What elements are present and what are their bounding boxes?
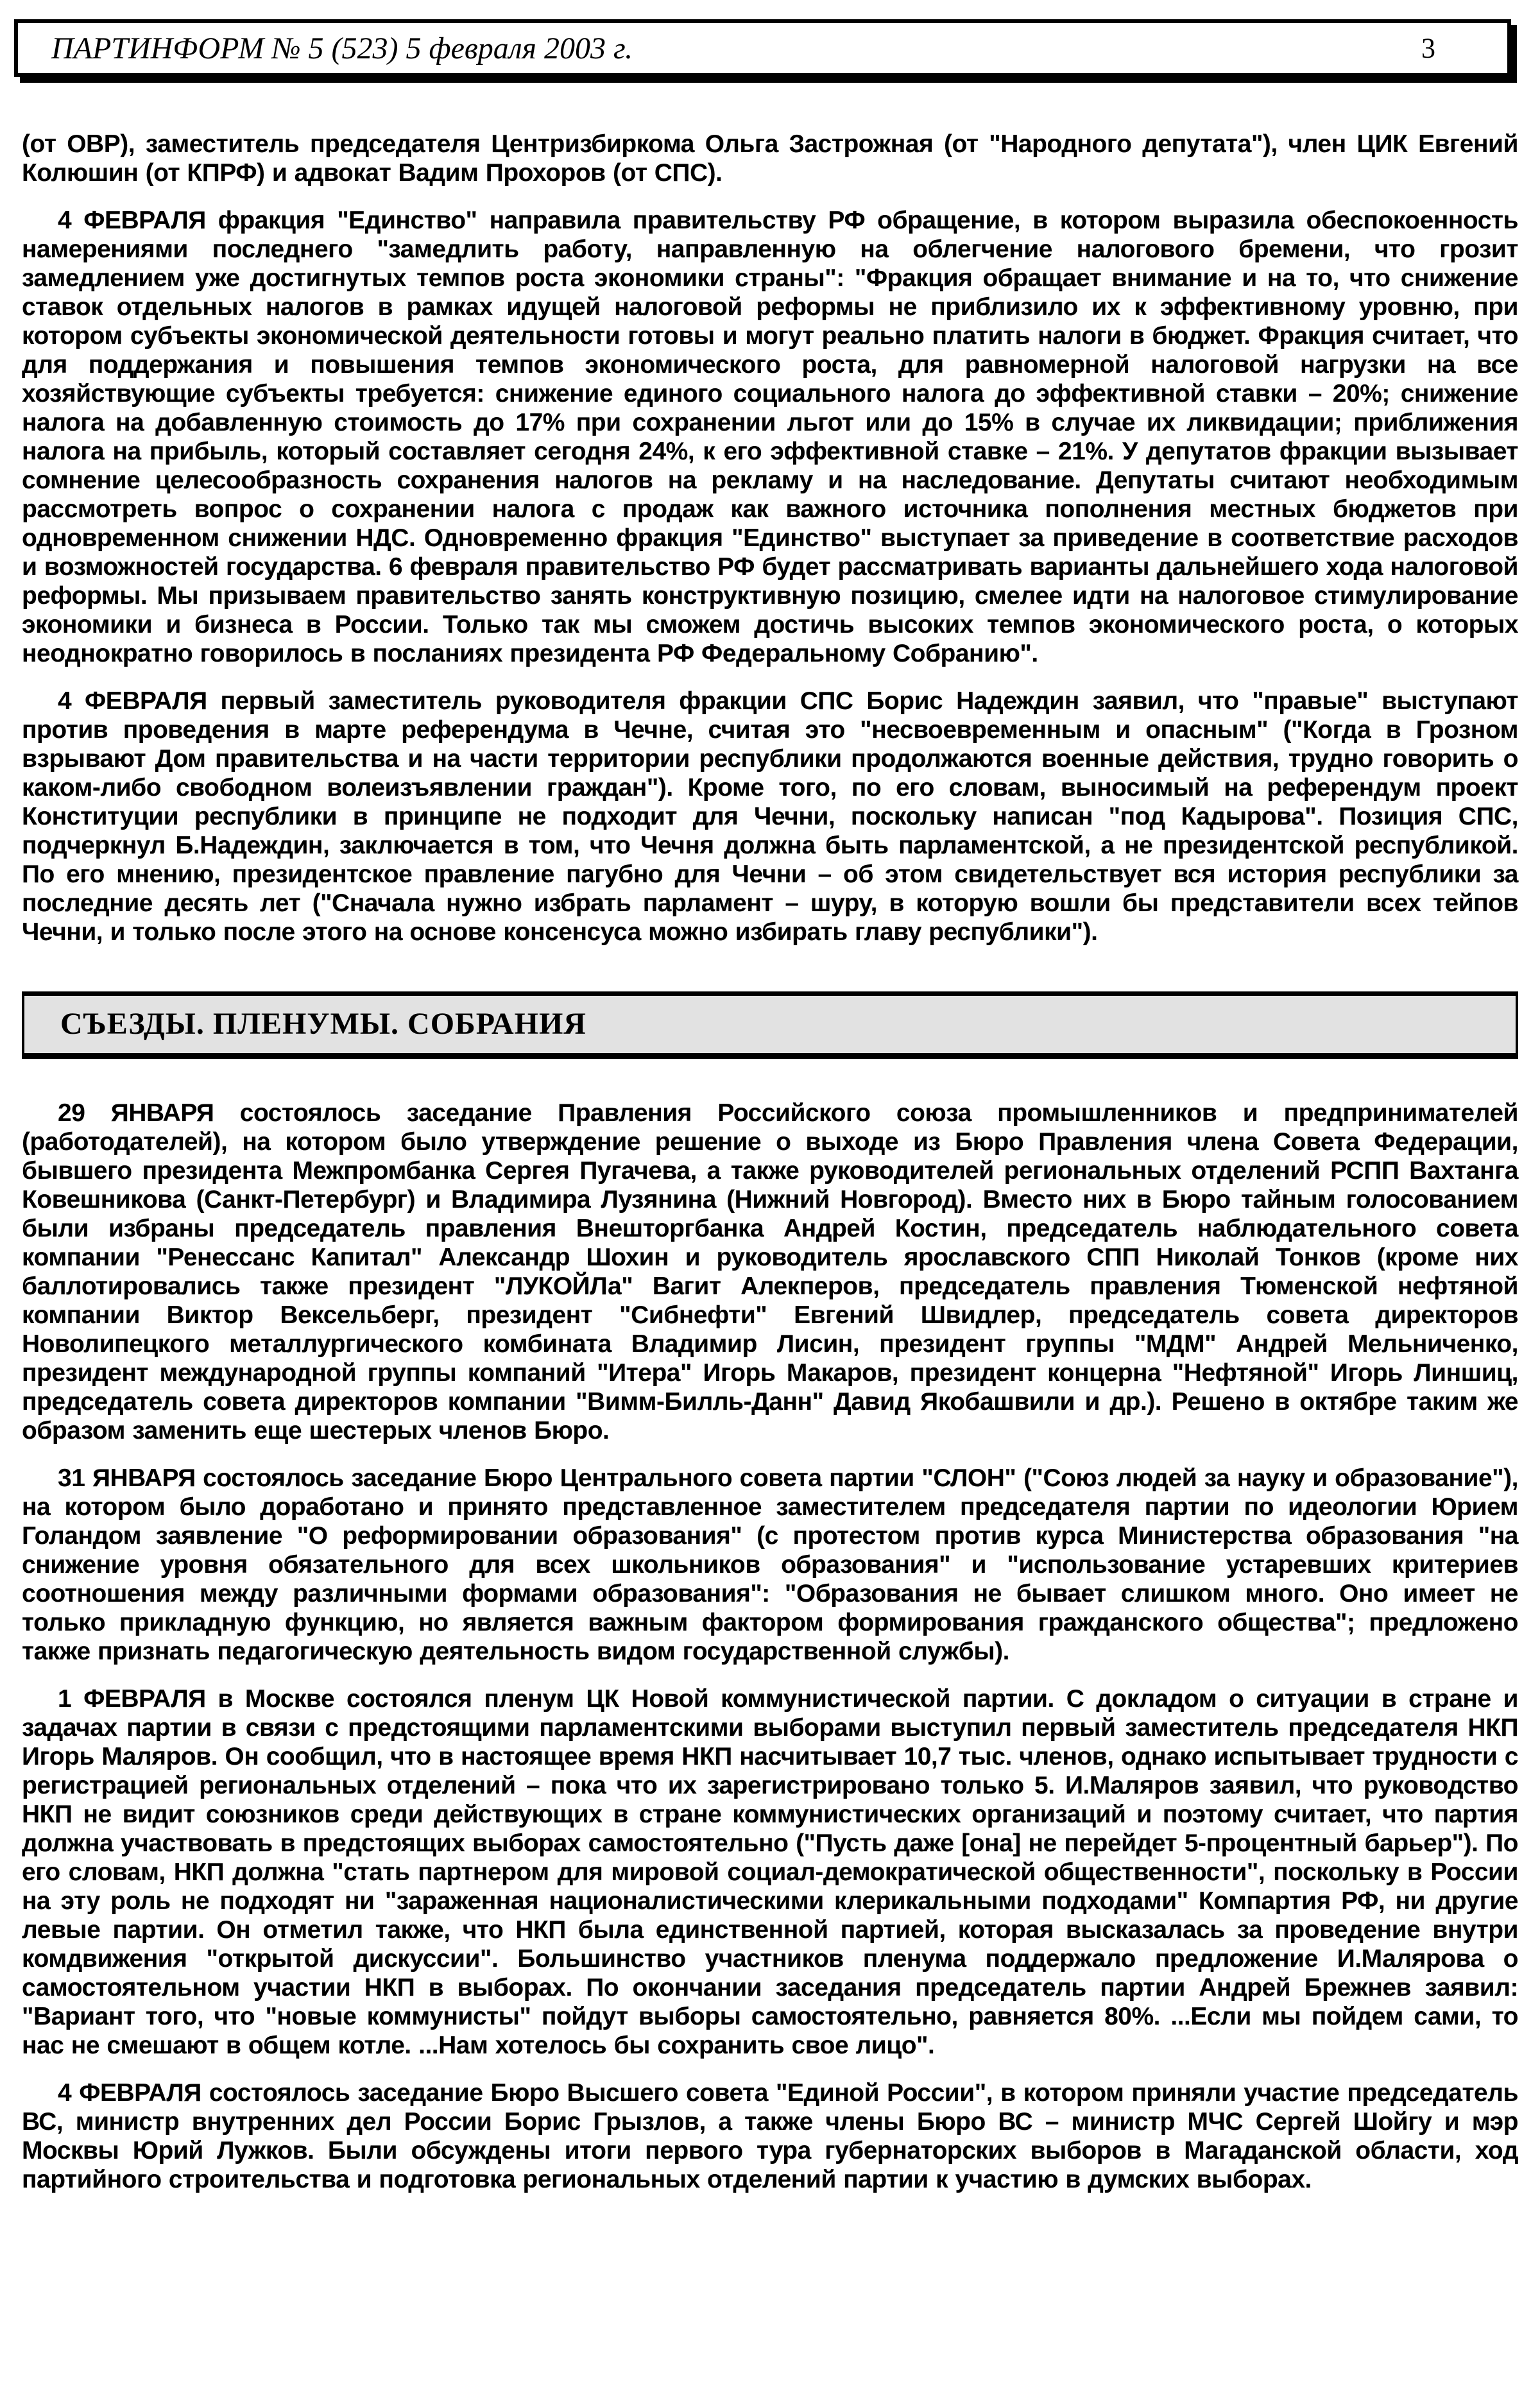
page-content [0, 77, 1540, 2194]
paragraph-slon-jan31: 31 ЯНВАРЯ состоялось заседание Бюро Центрального совета партии "СЛОН" ("Союз людей за науку и образование"), на котором было доработано и принято представленное заместителем председателя партии по идеологии Юрием Голандом заявление "О реформировании образования" (с протестом против курса Министерства образования "на снижение уровня обязательного для всех школьников образования" и "использование устаревших критериев соотношения между различными формами образования": "Образования не бывает слишком много. Оно имеет не только прикладную функцию, но является важным фактором формирования гражданского общества"; предложено также признать педагогическую деятельность видом государственной службы). [22, 1464, 1518, 1665]
paragraph-rspp-jan29: 29 ЯНВАРЯ состоялось заседание Правления Российского союза промышленников и предпринимателей (работодателей), на котором было утверждение решение о выходе из Бюро Правления члена Совета Федерации, бывшего президента Межпромбанка Сергея Пугачева, а также руководителей региональных отделений РСПП Вахтанга Ковешникова (Санкт-Петербург) и Владимира Лузянина (Нижний Новгород). Вместо них в Бюро тайным голосованием были избраны председатель правления Внешторгбанка Андрей Костин, председатель наблюдательного совета компании "Ренессанс Капитал" Александр Шохин и руководитель ярославского СПП Николай Тонков (кроме них баллотировались также президент "ЛУКОЙЛа" Вагит Алекперов, председатель правления Тюменской нефтяной компании Виктор Вексельберг, президент "Сибнефти" Евгений Швидлер, председатель совета директоров Новолипецкого металлургического комбината Владимир Лисин, президент группы "МДМ" Андрей Мельниченко, президент международной группы компаний "Итера" Игорь Макаров, президент концерна "Нефтяной" Игорь Линшиц, председатель совета директоров компании "Вимм-Билль-Данн" Давид Якобашвили и др.). Решено в октябре таким же образом заменить еще шестерых членов Бюро. [22, 1099, 1518, 1444]
paragraph-sps-nadezhdin-feb4: 4 ФЕВРАЛЯ первый заместитель руководителя фракции СПС Борис Надеждин заявил, что "правые" выступают против проведения в марте референдума в Чечне, считая это "несвоевременным и опасным" ("Когда в Грозном взрывают Дом правительства и на части территории республики продолжаются военные действия, трудно говорить о каком-либо свободном волеизъявлении граждан"). Кроме того, по его словам, выносимый на референдум проект Конституции республики в принципе не подходит для Чечни, поскольку написан "под Кадырова". Позиция СПС, подчеркнул Б.Надеждин, заключается в том, что Чечня должна быть парламентской, а не президентской республикой. По его мнению, президентское правление пагубно для Чечни – об этом свидетельствует вся история республики за последние десять лет ("Сначала нужно избрать парламент – шуру, в которую вошли бы представители всех тейпов Чечни, и только после этого на основе консенсуса можно избирать главу республики"). [22, 687, 1518, 946]
paragraph-edinstvo-feb4: 4 ФЕВРАЛЯ фракция "Единство" направила правительству РФ обращение, в котором выразила обеспокоенность намерениями последнего "замедлить работу, направленную на облегчение налогового бремени, что грозит замедлением уже достигнутых темпов роста экономики страны": "Фракция обращает внимание и на то, что снижение ставок отдельных налогов в рамках идущей налоговой реформы не приблизило их к эффективному уровню, при котором субъекты экономической деятельности готовы и могут реально платить налоги в бюджет. Фракция считает, что для поддержания и повышения темпов экономического роста, для равномерной налоговой нагрузки на все хозяйствующие субъекты требуется: снижение единого социального налога до эффективной ставки – 20%; снижение налога на добавленную стоимость до 17% при сохранении льгот или до 15% в случае их ликвидации; приближения налога на прибыль, который составляет сегодня 24%, к его эффективной ставке – 21%. У депутатов фракции вызывает сомнение целесообразность сохранения налогов на рекламу и на наследование. Депутаты считают необходимым рассмотреть вопрос о сохранении налога с продаж как важного источника пополнения местных бюджетов при одновременном снижении НДС. Одновременно фракция "Единство" выступает за приведение в соответствие расходов и возможностей государства. 6 февраля правительство РФ будет рассматривать варианты дальнейшего хода налоговой реформы. Мы призываем правительство занять конструктивную позицию, смелее идти на налоговое стимулирование экономики и бизнеса в России. Только так мы сможем достичь высоких темпов экономического роста, о которых неоднократно говорилось в посланиях президента РФ Федеральному Собранию". [22, 207, 1518, 667]
section-title: СЪЕЗДЫ. ПЛЕНУМЫ. СОБРАНИЯ [60, 1007, 586, 1041]
running-header [14, 19, 1511, 77]
paragraph-ovr-continuation: (от ОВР), заместитель председателя Центризбиркома Ольга Застрожная (от "Народного депутата"), член ЦИК Евгений Колюшин (от КПРФ) и адвокат Вадим Прохоров (от СПС). [22, 130, 1518, 187]
newsletter-title: ПАРТИНФОРМ № 5 (523) 5 февраля 2003 г. [51, 31, 633, 65]
paragraph-nkp-feb1: 1 ФЕВРАЛЯ в Москве состоялся пленум ЦК Новой коммунистической партии. С докладом о ситуации в стране и задачах партии в связи с предстоящими парламентскими выборами выступил первый заместитель председателя НКП Игорь Маляров. Он сообщил, что в настоящее время НКП насчитывает 10,7 тыс. членов, однако испытывает трудности с регистрацией региональных отделений – пока что их зарегистрировано только 5. И.Маляров заявил, что руководство НКП не видит союзников среди действующих в стране коммунистических организаций и поэтому считает, что партия должна участвовать в предстоящих выборах самостоятельно ("Пусть даже [она] не перейдет 5-процентный барьер"). По его словам, НКП должна "стать партнером для мировой социал-демократической общественности", поскольку в России на эту роль не подходят ни "зараженная националистическими клерикальными подходами" Компартия РФ, ни другие левые партии. Он отметил также, что НКП была единственной партией, которая высказалась за проведение внутри комдвижения "открытой дискуссии". Большинство участников пленума поддержало предложение И.Малярова о самостоятельном участии НКП в выборах. По окончании заседания председатель партии Андрей Брежнев заявил: "Вариант того, что "новые коммунисты" пойдут выборы самостоятельно, равняется 80%. ...Если мы пойдем сами, то нас не смешают в общем котле. ...Нам хотелось бы сохранить свое лицо". [22, 1685, 1518, 2059]
page-number: 3 [1421, 32, 1435, 64]
section-header-bar [22, 991, 1518, 1059]
paragraph-edinaya-rossiya-feb4: 4 ФЕВРАЛЯ состоялось заседание Бюро Высшего совета "Единой России", в котором приняли участие председатель ВС, министр внутренних дел России Борис Грызлов, а также члены Бюро ВС – министр МЧС Сергей Шойгу и мэр Москвы Юрий Лужков. Были обсуждены итоги первого тура губернаторских выборов в Магаданской области, ход партийного строительства и подготовка региональных отделений партии к участию в думских выборах. [22, 2079, 1518, 2193]
